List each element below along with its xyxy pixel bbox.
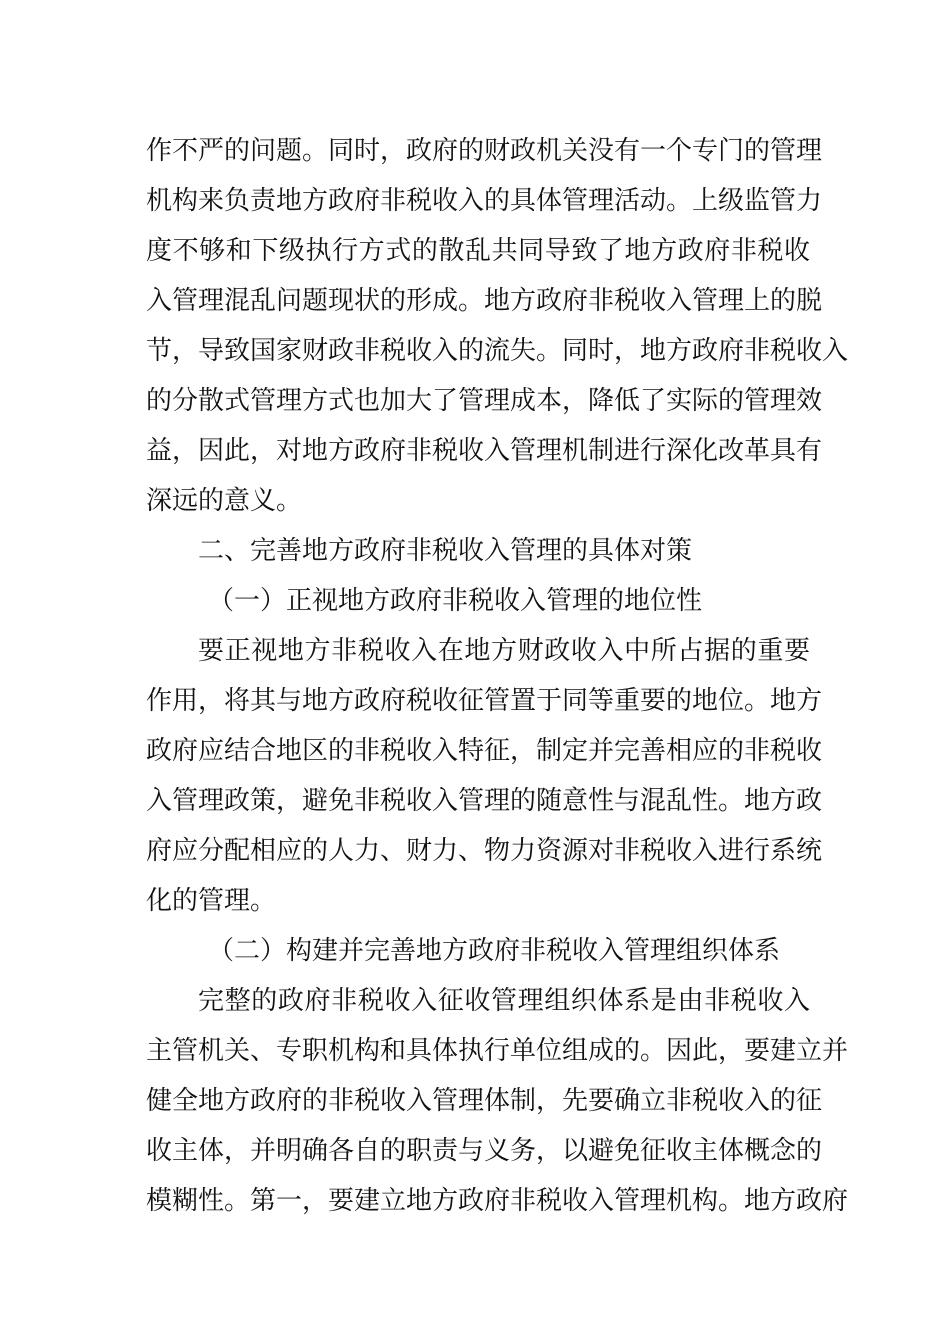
text-line: 益，因此，对地方政府非税收入管理机制进行深化改革具有 [146, 436, 823, 466]
text-line: 深远的意义。 [146, 486, 303, 516]
document-body [146, 126, 849, 1226]
subsection-heading [146, 926, 810, 976]
paragraph-body [146, 626, 823, 926]
paragraph-body [146, 126, 849, 526]
text-line: 完整的政府非税收入征收管理组织体系是由非税收入 [198, 986, 810, 1016]
text-line: 入管理混乱问题现状的形成。地方政府非税收入管理上的脱 [146, 286, 823, 316]
text-line: 机构来负责地方政府非税收入的具体管理活动。上级监管力 [146, 186, 823, 216]
text-line: 化的管理。 [146, 886, 277, 916]
subsection-heading [146, 576, 810, 626]
text-line: 的分散式管理方式也加大了管理成本，降低了实际的管理效 [146, 386, 823, 416]
section-heading [146, 526, 810, 576]
text-line: 度不够和下级执行方式的散乱共同导致了地方政府非税收 [146, 236, 810, 266]
text-line: 作用，将其与地方政府税收征管置于同等重要的地位。地方 [146, 686, 823, 716]
paragraph-body [146, 976, 849, 1226]
text-line: 节，导致国家财政非税收入的流失。同时，地方政府非税收入 [146, 336, 849, 366]
text-line: 收主体，并明确各自的职责与义务，以避免征收主体概念的 [146, 1136, 823, 1166]
text-line: 模糊性。第一，要建立地方政府非税收入管理机构。地方政府 [146, 1186, 849, 1216]
text-line: 政府应结合地区的非税收入特征，制定并完善相应的非税收 [146, 736, 823, 766]
text-line: 入管理政策，避免非税收入管理的随意性与混乱性。地方政 [146, 786, 823, 816]
text-line: 作不严的问题。同时，政府的财政机关没有一个专门的管理 [146, 136, 823, 166]
text-line: 要正视地方非税收入在地方财政收入中所占据的重要 [198, 636, 810, 666]
text-line: 主管机关、专职机构和具体执行单位组成的。因此，要建立并 [146, 1036, 849, 1066]
heading-line: （一）正视地方政府非税收入管理的地位性 [208, 586, 703, 616]
text-line: 府应分配相应的人力、财力、物力资源对非税收入进行系统 [146, 836, 823, 866]
heading-line: 二、完善地方政府非税收入管理的具体对策 [198, 536, 693, 566]
text-line: 健全地方政府的非税收入管理体制，先要确立非税收入的征 [146, 1086, 823, 1116]
heading-line: （二）构建并完善地方政府非税收入管理组织体系 [208, 936, 781, 966]
